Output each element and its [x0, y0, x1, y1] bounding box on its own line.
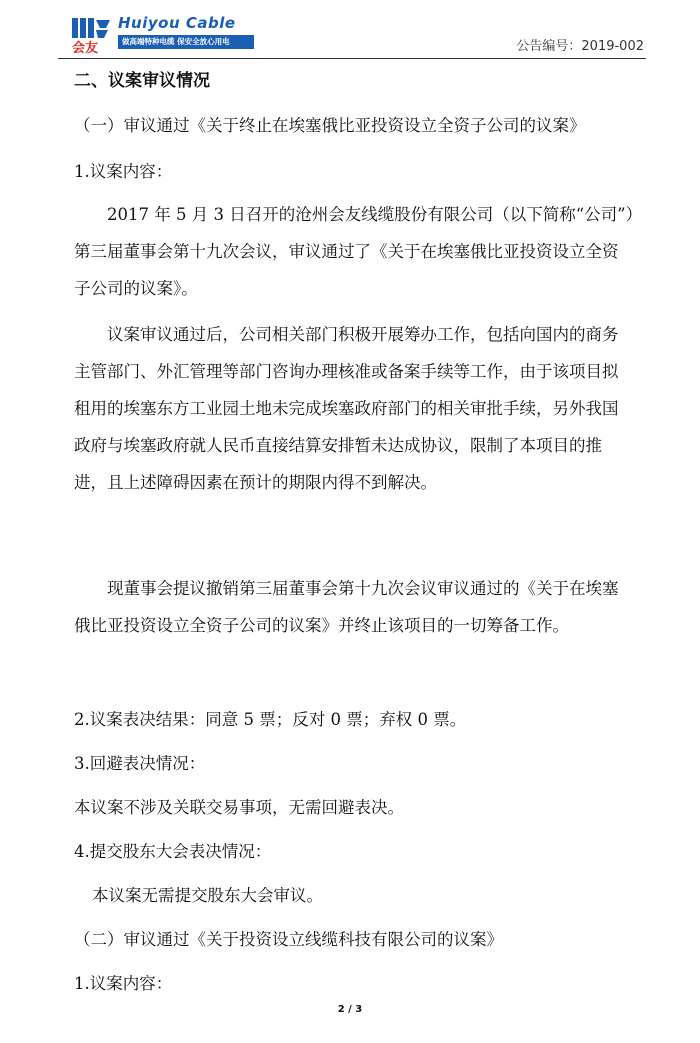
svg-text:会友: 会友 — [72, 41, 99, 54]
item1-paragraph-1: 2017 年 5 月 3 日召开的沧州会友线缆股份有限公司（以下简称“公司”）第三届董事会第十九次会议，审议通过了《关于在埃塞俄比亚投资设立全资子公司的议案》。 — [74, 205, 634, 298]
page-header — [58, 12, 646, 59]
logo-text — [118, 14, 258, 49]
logo-slogan: 做高端特种电缆 保安全放心用电 — [118, 35, 254, 49]
logo-english-name: Huiyou Cable — [118, 14, 236, 32]
item2-title: （二）审议通过《关于投资设立线缆科技有限公司的议案》 — [74, 930, 503, 949]
vote-result: 2.议案表决结果：同意 5 票；反对 0 票；弃权 0 票。 — [74, 710, 467, 729]
section-title: 二、议案审议情况 — [74, 71, 210, 91]
item1-content-label: 1.议案内容： — [74, 162, 173, 181]
item1-title: （一）审议通过《关于终止在埃塞俄比亚投资设立全资子公司的议案》 — [74, 116, 586, 135]
item1-paragraph-2: 议案审议通过后，公司相关部门积极开展筹办工作，包括向国内的商务主管部门、外汇管理等部门咨询办理核准或备案手续等工作，由于该项目拟租用的埃塞东方工业园土地未完成埃塞政府部门的相关审批手续，另外我国政府与埃塞政府就人民币直接结算安排暂未达成协议，限制了本项目的推进，且上述障碍因素在预计的期限内得不到解决。 — [74, 325, 619, 492]
item2-content-label: 1.议案内容： — [74, 974, 173, 993]
notice-number: 公告编号：2019-002 — [516, 39, 644, 54]
avoid-vote-label: 3.回避表决情况： — [74, 754, 206, 773]
item1-paragraph-3: 现董事会提议撤销第三届董事会第十九次会议审议通过的《关于在埃塞俄比亚投资设立全资子公司的议案》并终止该项目的一切筹备工作。 — [74, 579, 619, 635]
company-logo-icon — [70, 16, 114, 54]
submit-text: 本议案无需提交股东大会审议。 — [92, 886, 323, 905]
submit-label: 4.提交股东大会表决情况： — [74, 842, 272, 861]
page-number: 2 / 3 — [337, 1004, 363, 1015]
avoid-vote-text: 本议案不涉及关联交易事项，无需回避表决。 — [74, 798, 404, 817]
